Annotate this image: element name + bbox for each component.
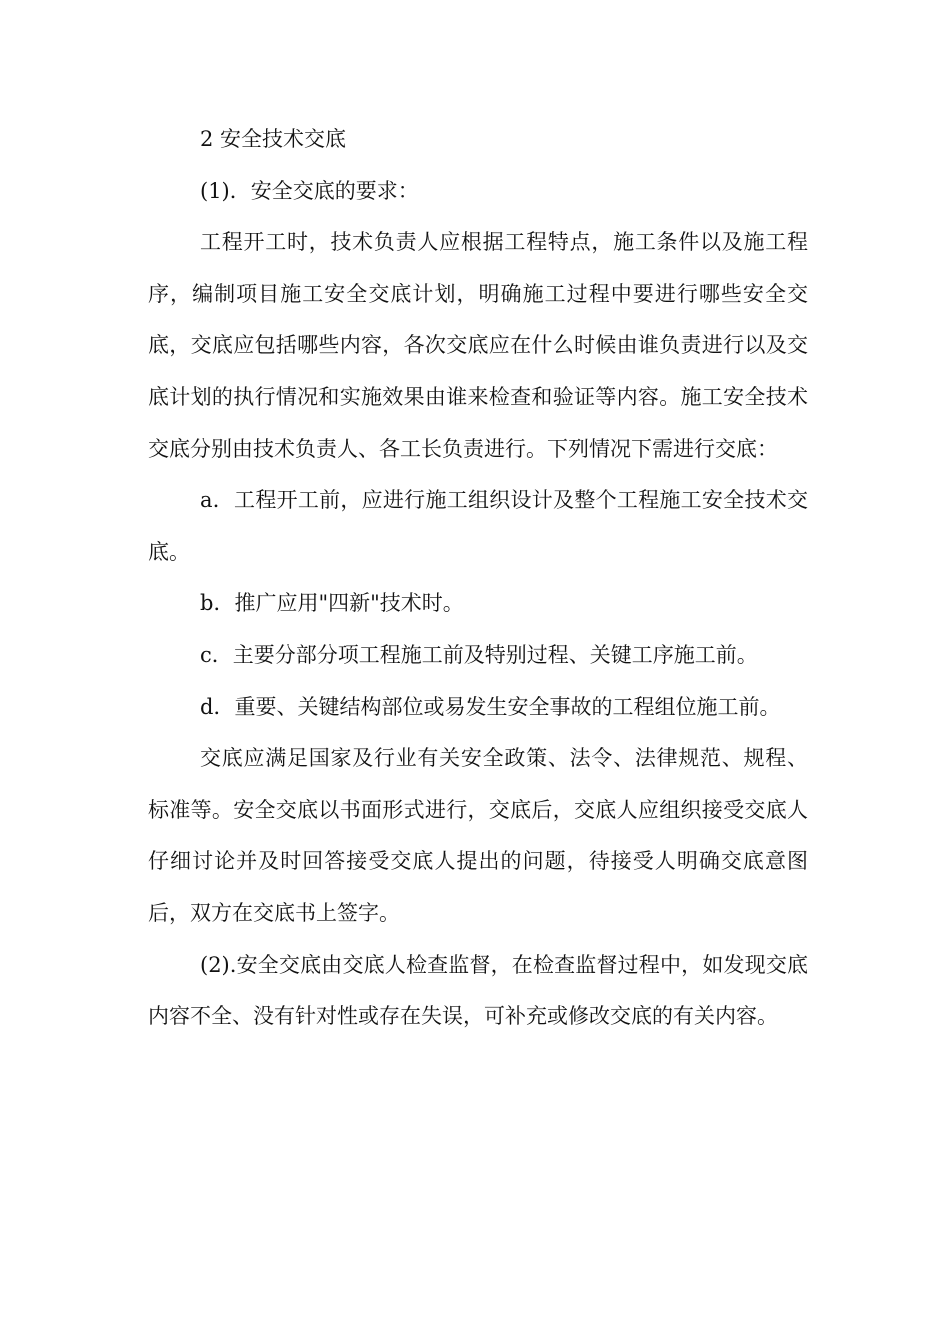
list-item-d: d．重要、关键结构部位或易发生安全事故的工程组位施工前。	[200, 694, 781, 719]
paragraph-supervision: (2).安全交底由交底人检查监督，在检查监督过程中，如发现交底内容不全、没有针对性或存在失误，可补充或修改交底的有关内容。	[148, 952, 808, 1029]
subsection-heading: (1)．安全交底的要求：	[200, 178, 419, 203]
document-body	[148, 114, 808, 1043]
paragraph-requirements: 交底应满足国家及行业有关安全政策、法令、法律规范、规程、标准等。安全交底以书面形式进行，交底后，交底人应组织接受交底人仔细讨论并及时回答接受交底人提出的问题，待接受人明确交底意图后，双方在交底书上签字。	[148, 746, 808, 925]
list-item-c: c．主要分部分项工程施工前及特别过程、关键工序施工前。	[200, 642, 758, 667]
paragraph-intro: 工程开工时，技术负责人应根据工程特点，施工条件以及施工程序，编制项目施工安全交底计划，明确施工过程中要进行哪些安全交底，交底应包括哪些内容，各次交底应在什么时候由谁负责进行以及交底计划的执行情况和实施效果由谁来检查和验证等内容。施工安全技术交底分别由技术负责人、各工长负责进行。下列情况下需进行交底：	[148, 230, 808, 461]
list-item-b: b．推广应用"四新"技术时。	[200, 591, 464, 616]
section-heading: 2 安全技术交底	[200, 127, 347, 151]
list-item-a: a．工程开工前，应进行施工组织设计及整个工程施工安全技术交底。	[148, 488, 808, 564]
